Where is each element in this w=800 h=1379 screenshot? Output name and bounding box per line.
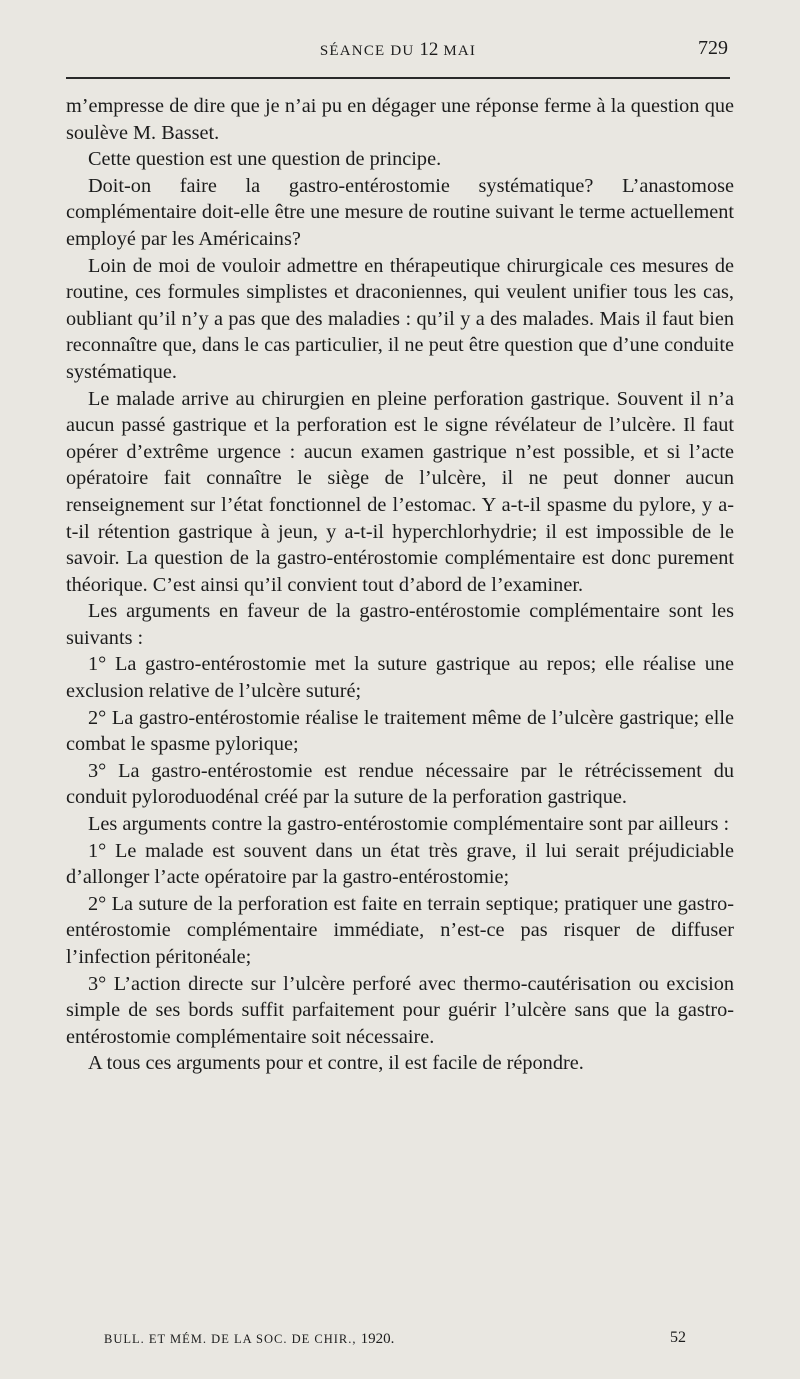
running-title-post: MAI	[438, 43, 477, 59]
paragraph: Loin de moi de vouloir admettre en thérapeutique chirurgicale ces mesures de routine, ces formules simplistes et draconiennes, qui veulent unifier tous les cas, oubliant qu’il n’y a pas que des maladies : qu’il y a des malades. Mais il faut bien reconnaître que, dans le cas particulier, il ne peut être question que d’une conduite systématique.	[66, 254, 734, 383]
header-rule	[66, 77, 730, 79]
paragraph: Le malade arrive au chirurgien en pleine perforation gastrique. Souvent il n’a aucun passé gastrique et la perforation est le signe révélateur de l’ulcère. Il faut opérer d’extrême urgence : aucun examen gastrique n’est possible, et si l’acte opératoire fait connaître le siège de l’ulcère, il ne peut donner aucun renseignement sur l’état fonctionnel de l’estomac. Y a-t-il spasme du pylore, y a-t-il rétention gastrique à jeun, y a-t-il hyperchlorhydrie; il est impossible de le savoir. La question de la gastro-entérostomie complémentaire est donc purement théorique. C’est ainsi qu’il convient tout d’abord de l’examiner.	[66, 387, 734, 596]
list-item-for-2: 2° La gastro-entérostomie réalise le traitement même de l’ulcère gastrique; elle combat le spasme pylorique;	[66, 706, 734, 756]
body-text	[66, 93, 734, 1077]
paragraph: Les arguments en faveur de la gastro-entérostomie complémentaire sont les suivants :	[66, 600, 734, 649]
list-item-for-1: 1° La gastro-entérostomie met la suture gastrique au repos; elle réalise une exclusion relative de l’ulcère suturé;	[66, 653, 734, 703]
bulletin-reference-text: BULL. ET MÉM. DE LA SOC. DE CHIR.,	[104, 1332, 361, 1346]
running-title-day: 12	[419, 39, 439, 60]
paragraph: A tous ces arguments pour et contre, il est facile de répondre.	[88, 1052, 584, 1075]
bulletin-reference	[104, 1331, 394, 1348]
bulletin-reference-year: 1920.	[360, 1331, 395, 1347]
paragraph: Les arguments contre la gastro-entérostomie complémentaire sont par ailleurs :	[88, 813, 730, 836]
paragraph-continued: m’empresse de dire que je n’ai pu en dégager une réponse ferme à la question que soulève M. Basset.	[66, 95, 734, 144]
list-item-against-1: 1° Le malade est souvent dans un état très grave, il lui serait préjudiciable d’allonger l’acte opératoire par la gastro-entérostomie;	[66, 839, 734, 889]
running-head	[66, 37, 730, 61]
running-title	[66, 39, 730, 61]
page-number: 729	[698, 37, 728, 59]
running-title-pre: SÉANCE DU	[319, 43, 420, 59]
list-item-for-3: 3° La gastro-entérostomie est rendue nécessaire par le rétrécissement du conduit pyloroduodénal créé par la suture de la perforation gastrique.	[66, 759, 734, 809]
list-item-against-2: 2° La suture de la perforation est faite en terrain septique; pratiquer une gastro-entérostomie complémentaire immédiate, n’est-ce pas risquer de diffuser l’infection péritonéale;	[66, 892, 734, 968]
paragraph: Cette question est une question de principe.	[88, 148, 442, 171]
page-footer	[104, 1328, 686, 1350]
paragraph: Doit-on faire la gastro-entérostomie systématique? L’anastomose complémentaire doit-elle être une mesure de routine suivant le terme actuellement employé par les Américains?	[66, 174, 734, 250]
list-item-against-3: 3° L’action directe sur l’ulcère perforé avec thermo-cautérisation ou excision simple de ses bords suffit parfaitement pour guérir l’ulcère sans que la gastro-entérostomie complémentaire soit nécessaire.	[66, 972, 734, 1048]
signature-mark: 52	[670, 1329, 686, 1346]
